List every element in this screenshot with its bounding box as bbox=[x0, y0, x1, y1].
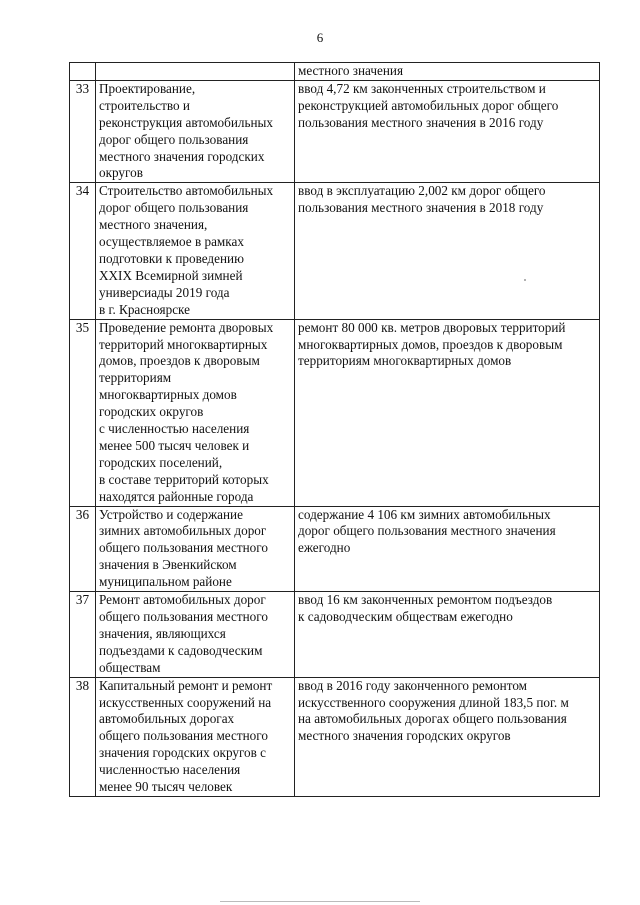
result-line: реконструкцией автомобильных дорог общего bbox=[298, 97, 559, 113]
description-line: территориям bbox=[99, 370, 172, 386]
description-line: находятся районные города bbox=[99, 488, 254, 504]
scan-artifact-dot bbox=[524, 279, 526, 281]
description-line: подъездами к садоводческим bbox=[99, 642, 263, 658]
table-row bbox=[70, 319, 600, 506]
description-line: численностью населения bbox=[99, 762, 241, 778]
result-line: ежегодно bbox=[298, 540, 351, 556]
row-number: 35 bbox=[70, 319, 96, 506]
description-line: XXIX Всемирной зимней bbox=[99, 267, 243, 283]
description-line: подготовки к проведению bbox=[99, 250, 244, 266]
scan-edge-line bbox=[220, 901, 420, 902]
description-line: зимних автомобильных дорог bbox=[99, 523, 267, 539]
page-number: 6 bbox=[316, 30, 324, 45]
result-line: ввод 4,72 км законченных строительством и bbox=[298, 80, 546, 96]
result-line: территориям многоквартирных домов bbox=[298, 353, 512, 369]
row-result bbox=[295, 183, 600, 319]
row-description bbox=[96, 592, 295, 678]
description-line: искусственных сооружений на bbox=[99, 694, 272, 710]
table-row-continuation bbox=[70, 63, 600, 81]
description-line: с численностью населения bbox=[99, 421, 250, 437]
result-line: ремонт 80 000 кв. метров дворовых территорий bbox=[298, 319, 566, 335]
row-description bbox=[96, 63, 295, 81]
table-row bbox=[70, 592, 600, 678]
table-row bbox=[70, 80, 600, 182]
result-line: многоквартирных домов, проездов к дворовым bbox=[298, 336, 563, 352]
row-number: 34 bbox=[70, 183, 96, 319]
description-line: осуществляемое в рамках bbox=[99, 234, 244, 250]
result-line: на автомобильных дорогах общего пользования bbox=[298, 711, 567, 727]
row-description bbox=[96, 80, 295, 182]
row-number: 36 bbox=[70, 506, 96, 592]
row-result bbox=[295, 80, 600, 182]
description-line: округов bbox=[99, 165, 143, 181]
result-line: к садоводческим обществам ежегодно bbox=[298, 609, 513, 624]
description-line: общего пользования местного bbox=[99, 540, 268, 556]
description-line: территорий многоквартирных bbox=[99, 336, 268, 352]
result-line: пользования местного значения в 2016 году bbox=[298, 114, 544, 130]
description-line: в составе территорий которых bbox=[99, 471, 269, 487]
row-result bbox=[295, 506, 600, 592]
description-line: значения в Эвенкийском bbox=[99, 557, 237, 573]
row-result: местного значения bbox=[295, 63, 600, 81]
result-line: местного значения городских округов bbox=[298, 728, 511, 744]
row-result bbox=[295, 677, 600, 796]
description-line: городских округов bbox=[99, 404, 204, 420]
row-description bbox=[96, 506, 295, 592]
description-line: местного значения городских bbox=[99, 148, 265, 164]
description-line: местного значения, bbox=[99, 217, 208, 233]
result-line: ввод в 2016 году законченного ремонтом bbox=[298, 677, 528, 693]
row-description bbox=[96, 677, 295, 796]
description-line: Проектирование, bbox=[99, 80, 196, 96]
row-description bbox=[96, 183, 295, 319]
result-line: ввод в эксплуатацию 2,002 км дорог общего bbox=[298, 183, 546, 199]
description-line: общего пользования местного bbox=[99, 609, 268, 624]
description-line: общего пользования местного bbox=[99, 728, 268, 744]
description-line: реконструкция автомобильных bbox=[99, 114, 274, 130]
description-line: значения, являющихся bbox=[99, 625, 226, 641]
description-line: обществам bbox=[99, 659, 161, 675]
row-number bbox=[70, 63, 96, 81]
description-line: Строительство автомобильных bbox=[99, 183, 274, 199]
row-result bbox=[295, 592, 600, 678]
description-line: Ремонт автомобильных дорог bbox=[99, 592, 266, 608]
description-line: значения городских округов с bbox=[99, 745, 267, 761]
description-line: дорог общего пользования bbox=[99, 200, 249, 216]
description-line: многоквартирных домов bbox=[99, 387, 237, 403]
row-number: 37 bbox=[70, 592, 96, 678]
result-line: ввод 16 км законченных ремонтом подъездов bbox=[298, 592, 553, 608]
description-line: универсиады 2019 года bbox=[99, 284, 230, 300]
row-number: 38 bbox=[70, 677, 96, 796]
table-row bbox=[70, 506, 600, 592]
description-line: дорог общего пользования bbox=[99, 131, 249, 147]
result-line: содержание 4 106 км зимних автомобильных bbox=[298, 506, 551, 522]
description-line: городских поселений, bbox=[99, 454, 223, 470]
result-line: пользования местного значения в 2018 году bbox=[298, 200, 544, 216]
program-table bbox=[69, 62, 600, 797]
description-line: муниципальном районе bbox=[99, 574, 232, 590]
description-line: Устройство и содержание bbox=[99, 506, 243, 522]
description-line: в г. Красноярске bbox=[99, 301, 190, 317]
description-line: строительство и bbox=[99, 97, 190, 113]
description-line: Капитальный ремонт и ремонт bbox=[99, 677, 273, 693]
description-line: менее 90 тысяч человек bbox=[99, 779, 233, 795]
row-result bbox=[295, 319, 600, 506]
description-line: автомобильных дорогах bbox=[99, 711, 235, 727]
result-line: искусственного сооружения длиной 183,5 пог. м bbox=[298, 694, 569, 710]
row-description bbox=[96, 319, 295, 506]
description-line: Проведение ремонта дворовых bbox=[99, 319, 274, 335]
result-line: дорог общего пользования местного значения bbox=[298, 523, 556, 539]
description-line: менее 500 тысяч человек и bbox=[99, 437, 250, 453]
description-line: домов, проездов к дворовым bbox=[99, 353, 260, 369]
row-number: 33 bbox=[70, 80, 96, 182]
table-row bbox=[70, 677, 600, 796]
table-row bbox=[70, 183, 600, 319]
